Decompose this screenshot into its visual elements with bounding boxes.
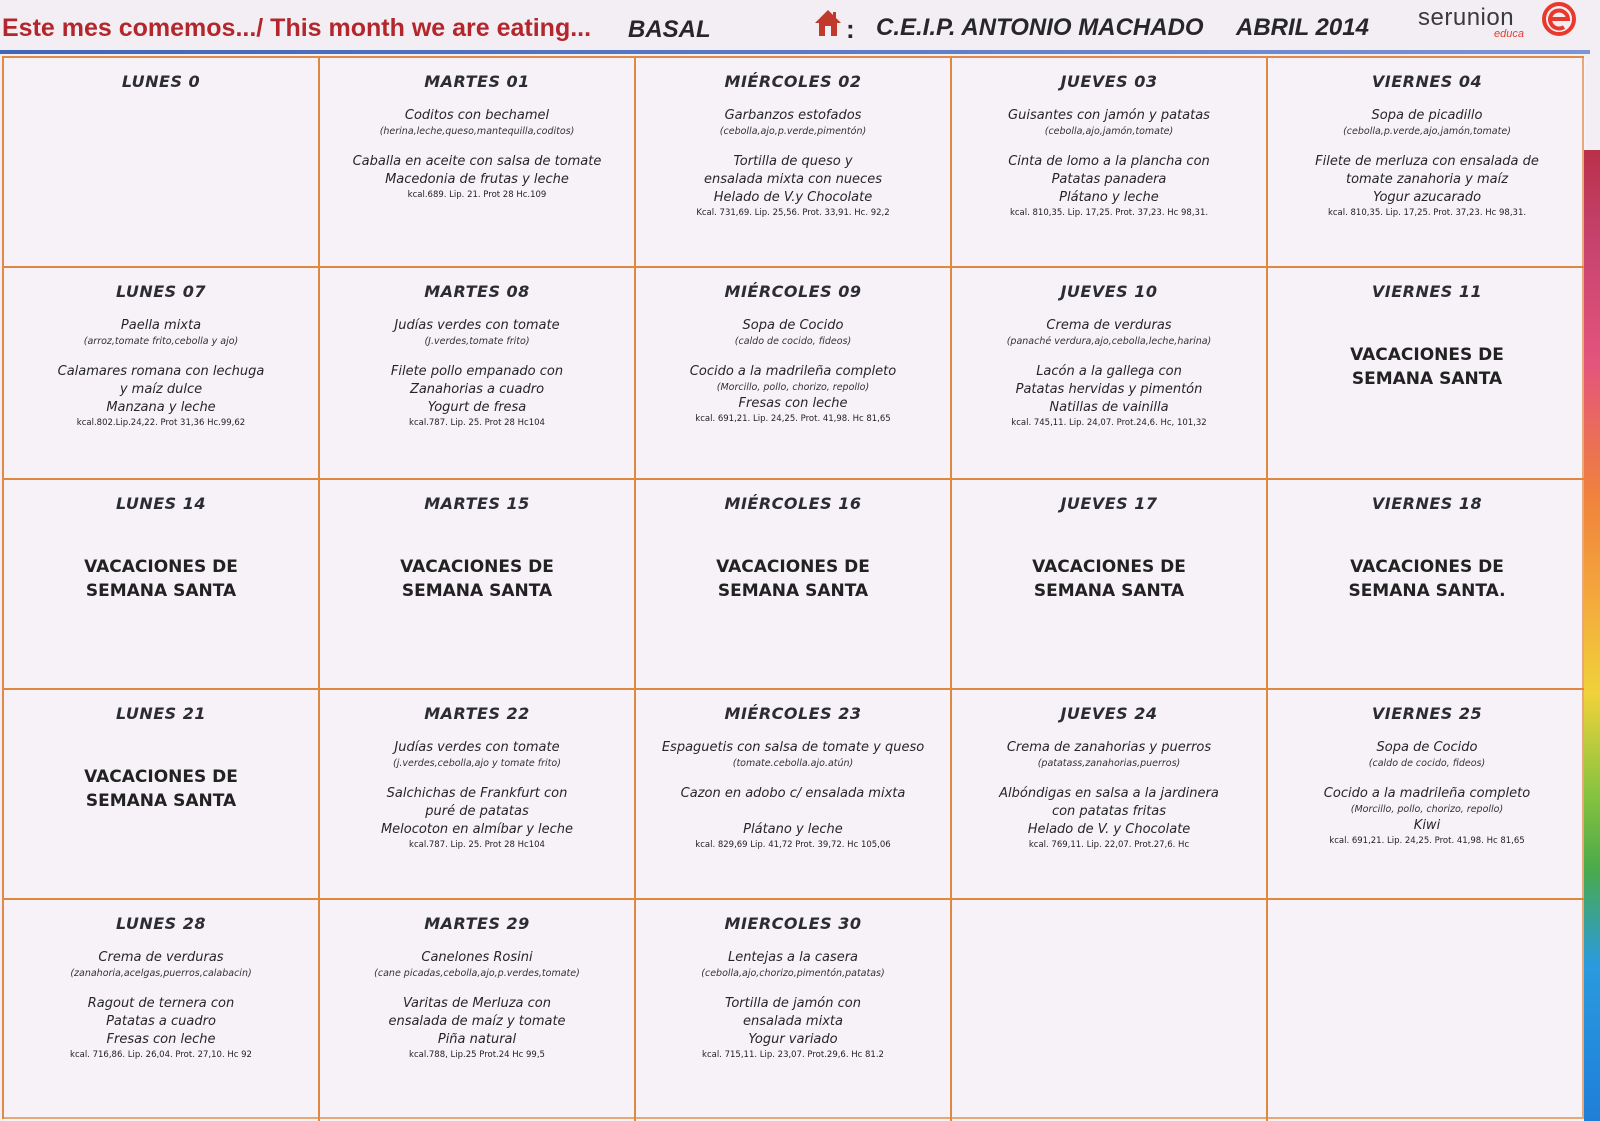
second-course: Cocido a la madrileña completo <box>1323 786 1531 801</box>
day-label: MIERCOLES 30 <box>724 914 862 933</box>
day-label: VIERNES 25 <box>1371 704 1483 723</box>
logo-text: serunion <box>1418 4 1515 31</box>
nutrition-info: kcal.802.Lip.24,22. Prot 31,36 Hc.99,62 <box>76 418 246 428</box>
day-cell <box>636 690 952 900</box>
day-cell <box>636 900 952 1121</box>
first-course: Sopa de picadillo <box>1371 108 1483 123</box>
first-course: Canelones Rosini <box>421 950 533 965</box>
month-year: ABRIL 2014 <box>1236 14 1369 41</box>
first-course: Crema de zanahorias y puerros <box>1006 740 1212 755</box>
first-course-ingredients: (panaché verdura,ajo,cebolla,leche,harina) <box>1006 336 1212 347</box>
first-course-ingredients: (arroz,tomate frito,cebolla y ajo) <box>83 336 239 347</box>
day-cell <box>320 900 636 1121</box>
holiday-label: VACACIONES DE SEMANA SANTA <box>84 767 238 811</box>
day-menu <box>952 107 1266 219</box>
first-course-ingredients: (caldo de cocido, fideos) <box>1368 758 1486 769</box>
first-course: Guisantes con jamón y patatas <box>1008 108 1210 123</box>
logo-subtext: educa <box>1494 28 1524 40</box>
menu-calendar-grid <box>2 56 1584 1119</box>
day-cell <box>320 480 636 690</box>
day-label: VIERNES 18 <box>1371 494 1483 513</box>
header-colon: : <box>846 14 855 44</box>
day-cell <box>1268 268 1586 480</box>
holiday-label: VACACIONES DE SEMANA SANTA <box>1032 557 1186 601</box>
first-course-ingredients: (cebolla,p.verde,ajo,jamón,tomate) <box>1343 126 1511 137</box>
holiday-label: VACACIONES DE SEMANA SANTA. <box>1348 557 1506 601</box>
day-menu <box>636 739 950 851</box>
first-course: Sopa de Cocido <box>742 318 844 333</box>
day-label: MARTES 22 <box>424 704 530 723</box>
nutrition-info: kcal. 716,86. Lip. 26,04. Prot. 27,10. Hc 92 <box>70 1050 252 1060</box>
dessert: Fresas con leche <box>738 396 848 411</box>
first-course: Espaguetis con salsa de tomate y queso <box>661 740 925 755</box>
day-label: MIÉRCOLES 16 <box>724 494 862 513</box>
dessert: Kiwi <box>1413 818 1441 833</box>
nutrition-info: Kcal. 731,69. Lip. 25,56. Prot. 33,91. Hc. 92,2 <box>696 208 890 218</box>
first-course-ingredients: (patatass,zanahorias,puerros) <box>1037 758 1181 769</box>
nutrition-info: kcal. 769,11. Lip. 22,07. Prot.27,6. Hc <box>1028 840 1190 850</box>
day-label: MIÉRCOLES 23 <box>724 704 862 723</box>
nutrition-info: kcal. 691,21. Lip. 24,25. Prot. 41,98. Hc 81,65 <box>1329 836 1525 846</box>
first-course: Crema de verduras <box>1046 318 1172 333</box>
day-cell <box>1268 480 1586 690</box>
day-cell <box>1268 690 1586 900</box>
first-course-ingredients: (zanahoria,acelgas,puerros,calabacin) <box>70 968 252 979</box>
second-course-ingredients: (Morcillo, pollo, chorizo, repollo) <box>716 382 870 393</box>
day-label: MARTES 15 <box>424 494 530 513</box>
day-cell <box>4 58 320 268</box>
nutrition-info: kcal.689. Lip. 21. Prot 28 Hc.109 <box>407 190 547 200</box>
day-cell <box>636 268 952 480</box>
first-course: Garbanzos estofados <box>724 108 862 123</box>
first-course: Lentejas a la casera <box>727 950 859 965</box>
holiday-label: VACACIONES DE SEMANA SANTA <box>400 557 554 601</box>
second-course: Tortilla de queso y ensalada mixta con nueces Helado de V.y Chocolate <box>704 154 882 205</box>
menu-type: BASAL <box>628 16 711 43</box>
nutrition-info: kcal.788, Lip.25 Prot.24 Hc 99,5 <box>409 1050 545 1060</box>
second-course: Salchichas de Frankfurt con puré de patatas Melocoton en almíbar y leche <box>380 786 574 837</box>
day-cell <box>320 268 636 480</box>
second-course: Cinta de lomo a la plancha con Patatas panadera Plátano y leche <box>1008 154 1210 205</box>
day-cell <box>1268 58 1586 268</box>
day-cell <box>952 480 1268 690</box>
day-label: MIÉRCOLES 02 <box>724 72 862 91</box>
first-course-ingredients: (herina,leche,queso,mantequilla,coditos) <box>379 126 575 137</box>
nutrition-info: kcal. 810,35. Lip. 17,25. Prot. 37,23. Hc 98,31. <box>1327 208 1527 218</box>
second-course: Ragout de ternera con Patatas a cuadro Fresas con leche <box>87 996 235 1047</box>
day-menu <box>636 107 950 219</box>
day-cell <box>952 58 1268 268</box>
day-menu <box>1268 739 1586 847</box>
day-menu <box>1268 107 1586 219</box>
day-cell <box>4 480 320 690</box>
day-label: LUNES 14 <box>116 494 206 513</box>
day-cell <box>952 690 1268 900</box>
day-label: MARTES 08 <box>424 282 530 301</box>
school-name: C.E.I.P. ANTONIO MACHADO <box>876 14 1204 41</box>
day-label: JUEVES 03 <box>1060 72 1158 91</box>
logo-e-mark-icon <box>1542 2 1576 36</box>
home-icon <box>813 8 843 38</box>
day-menu <box>320 107 634 201</box>
second-course: Varitas de Merluza con ensalada de maíz y tomate Piña natural <box>388 996 566 1047</box>
day-cell <box>4 268 320 480</box>
first-course-ingredients: (J.verdes,tomate frito) <box>424 336 530 347</box>
nutrition-info: kcal. 810,35. Lip. 17,25. Prot. 37,23. Hc 98,31. <box>1009 208 1209 218</box>
serunion-logo <box>1418 2 1578 42</box>
nutrition-info: kcal.787. Lip. 25. Prot 28 Hc104 <box>409 840 545 850</box>
day-menu <box>4 317 318 429</box>
first-course-ingredients: (cebolla,ajo,chorizo,pimentón,patatas) <box>701 968 885 979</box>
day-menu <box>320 317 634 429</box>
first-course-ingredients: (cebolla,ajo,jamón,tomate) <box>1044 126 1174 137</box>
day-cell <box>320 58 636 268</box>
nutrition-info: kcal. 715,11. Lip. 23,07. Prot.29,6. Hc 81.2 <box>702 1050 884 1060</box>
page-title: Este mes comemos.../ This month we are eating... <box>2 14 592 42</box>
day-cell <box>1268 900 1586 1121</box>
first-course-ingredients: (cebolla,ajo,p.verde,pimentón) <box>719 126 867 137</box>
day-menu <box>320 949 634 1061</box>
day-label: JUEVES 17 <box>1060 494 1158 513</box>
day-label: JUEVES 10 <box>1060 282 1158 301</box>
day-cell <box>952 900 1268 1121</box>
rainbow-edge-strip <box>1584 150 1600 1121</box>
day-label: MARTES 01 <box>424 72 530 91</box>
day-cell <box>4 690 320 900</box>
day-menu <box>952 739 1266 851</box>
first-course: Coditos con bechamel <box>404 108 550 123</box>
day-label: LUNES 07 <box>116 282 206 301</box>
second-course: Caballa en aceite con salsa de tomate Macedonia de frutas y leche <box>352 154 602 187</box>
day-label: MARTES 29 <box>424 914 530 933</box>
day-label: VIERNES 04 <box>1371 72 1483 91</box>
day-label: MIÉRCOLES 09 <box>724 282 862 301</box>
day-cell <box>320 690 636 900</box>
day-cell <box>952 268 1268 480</box>
second-course: Cazon en adobo c/ ensalada mixta Plátano y leche <box>680 786 906 837</box>
day-label: VIERNES 11 <box>1371 282 1483 301</box>
day-cell <box>636 58 952 268</box>
day-label: LUNES 28 <box>116 914 206 933</box>
second-course: Albóndigas en salsa a la jardinera con patatas fritas Helado de V. y Chocolate <box>999 786 1219 837</box>
second-course-ingredients: (Morcillo, pollo, chorizo, repollo) <box>1350 804 1504 815</box>
day-menu <box>636 317 950 425</box>
holiday-label: VACACIONES DE SEMANA SANTA <box>716 557 870 601</box>
day-menu <box>952 317 1266 429</box>
first-course-ingredients: (caldo de cocido, fideos) <box>734 336 852 347</box>
day-cell <box>4 900 320 1121</box>
second-course: Filete pollo empanado con Zanahorias a cuadro Yogurt de fresa <box>390 364 564 415</box>
second-course: Lacón a la gallega con Patatas hervidas y pimentón Natillas de vainilla <box>1015 364 1203 415</box>
page-header <box>0 0 1600 52</box>
header-divider <box>0 50 1590 54</box>
day-label: LUNES 21 <box>116 704 206 723</box>
holiday-label: VACACIONES DE SEMANA SANTA <box>1350 345 1504 389</box>
first-course: Crema de verduras <box>98 950 224 965</box>
nutrition-info: kcal. 829,69 Lip. 41,72 Prot. 39,72. Hc 105,06 <box>695 840 891 850</box>
nutrition-info: kcal. 691,21. Lip. 24,25. Prot. 41,98. Hc 81,65 <box>695 414 891 424</box>
day-label: LUNES 0 <box>121 72 201 91</box>
first-course: Judías verdes con tomate <box>394 318 560 333</box>
day-menu <box>320 739 634 851</box>
day-label: JUEVES 24 <box>1060 704 1158 723</box>
first-course-ingredients: (cane picadas,cebolla,ajo,p.verdes,tomate) <box>374 968 580 979</box>
nutrition-info: kcal. 745,11. Lip. 24,07. Prot.24,6. Hc, 101,32 <box>1011 418 1207 428</box>
nutrition-info: kcal.787. Lip. 25. Prot 28 Hc104 <box>409 418 545 428</box>
day-cell <box>636 480 952 690</box>
day-menu <box>4 949 318 1061</box>
second-course: Tortilla de jamón con ensalada mixta Yogur variado <box>725 996 861 1047</box>
first-course: Paella mixta <box>120 318 202 333</box>
first-course: Sopa de Cocido <box>1376 740 1478 755</box>
second-course: Filete de merluza con ensalada de tomate zanahoria y maíz Yogur azucarado <box>1315 154 1539 205</box>
second-course: Calamares romana con lechuga y maíz dulce Manzana y leche <box>57 364 265 415</box>
second-course: Cocido a la madrileña completo <box>689 364 897 379</box>
day-menu <box>636 949 950 1061</box>
first-course: Judías verdes con tomate <box>394 740 560 755</box>
first-course-ingredients: (j.verdes,cebolla,ajo y tomate frito) <box>393 758 561 769</box>
holiday-label: VACACIONES DE SEMANA SANTA <box>84 557 238 601</box>
first-course-ingredients: (tomate.cebolla.ajo.atún) <box>732 758 854 769</box>
